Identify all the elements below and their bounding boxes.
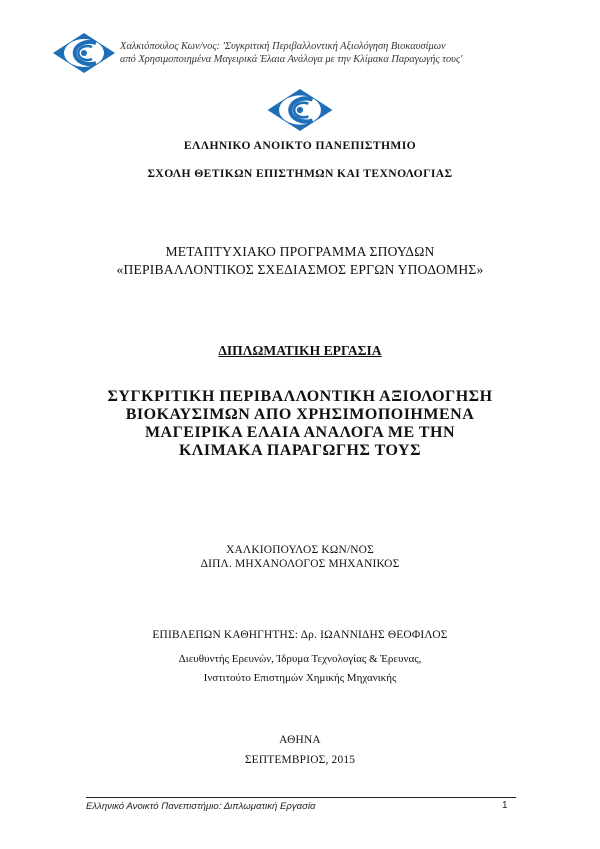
thesis-title-line-1: ΣΥΓΚΡΙΤΙΚΗ ΠΕΡΙΒΑΛΛΟΝΤΙΚΗ ΑΞΙΟΛΟΓΗΣΗ	[107, 388, 493, 405]
thesis-title	[0, 388, 600, 460]
program-name: «ΠΕΡΙΒΑΛΛΟΝΤΙΚΟΣ ΣΧΕΔΙΑΣΜΟΣ ΕΡΓΩΝ ΥΠΟΔΟΜΗΣ»	[116, 262, 484, 277]
thesis-title-line-4: ΚΛΙΜΑΚΑ ΠΑΡΑΓΩΓΗΣ ΤΟΥΣ	[178, 442, 422, 459]
header-logo-icon	[52, 32, 116, 74]
date: ΣΕΠΤΕΜΒΡΙΟΣ, 2015	[244, 754, 356, 766]
university-name: ΕΛΛΗΝΙΚΟ ΑΝΟΙΚΤΟ ΠΑΝΕΠΙΣΤΗΜΙΟ	[183, 139, 417, 152]
supervisor-role: Διευθυντής Ερευνών, Ίδρυμα Τεχνολογίας & Έρευνας,	[178, 653, 422, 665]
supervisor-institute: Ινστιτούτο Επιστημών Χημικής Μηχανικής	[203, 672, 397, 684]
supervisor: ΕΠΙΒΛΕΠΩΝ ΚΑΘΗΓΗΤΗΣ: Δρ. ΙΩΑΝΝΙΔΗΣ ΘΕΟΦΙΛΟΣ	[152, 629, 448, 641]
thesis-title-line-2: ΒΙΟΚΑΥΣΙΜΩΝ ΑΠΟ ΧΡΗΣΙΜΟΠΟΙΗΜΕΝΑ	[125, 406, 475, 423]
university-logo-icon	[266, 88, 334, 132]
footer-text: Ελληνικό Ανοικτό Πανεπιστήμιο: Διπλωματική Εργασία	[86, 801, 316, 812]
page-number: 1	[502, 800, 508, 811]
author-block	[0, 543, 600, 571]
running-header-line-1: Χαλκιόπουλος Κων/νος: 'Συγκριτική Περιβαλλοντική Αξιολόγηση Βιοκαυσίμων	[120, 41, 446, 52]
thesis-label: ΔΙΠΛΩΜΑΤΙΚΗ ΕΡΓΑΣΙΑ	[218, 343, 382, 358]
running-header	[120, 40, 570, 66]
city: ΑΘΗΝΑ	[279, 734, 321, 746]
program-title: ΜΕΤΑΠΤΥΧΙΑΚΟ ΠΡΟΓΡΑΜΜΑ ΣΠΟΥΔΩΝ	[165, 244, 435, 259]
author-name: ΧΑΛΚΙΟΠΟΥΛΟΣ ΚΩΝ/ΝΟΣ	[226, 544, 374, 556]
running-header-line-2: από Χρησιμοποιημένα Μαγειρικά Έλαια Ανάλογα με την Κλίμακα Παραγωγής τους'	[120, 54, 463, 65]
school-name: ΣΧΟΛΗ ΘΕΤΙΚΩΝ ΕΠΙΣΤΗΜΩΝ ΚΑΙ ΤΕΧΝΟΛΟΓΙΑΣ	[147, 167, 453, 180]
thesis-title-line-3: ΜΑΓΕΙΡΙΚΑ ΕΛΑΙΑ ΑΝΑΛΟΓΑ ΜΕ ΤΗΝ	[144, 424, 456, 441]
footer-divider	[86, 797, 516, 798]
author-degree: ΔΙΠΛ. ΜΗΧΑΝΟΛΟΓΟΣ ΜΗΧΑΝΙΚΟΣ	[200, 558, 400, 570]
